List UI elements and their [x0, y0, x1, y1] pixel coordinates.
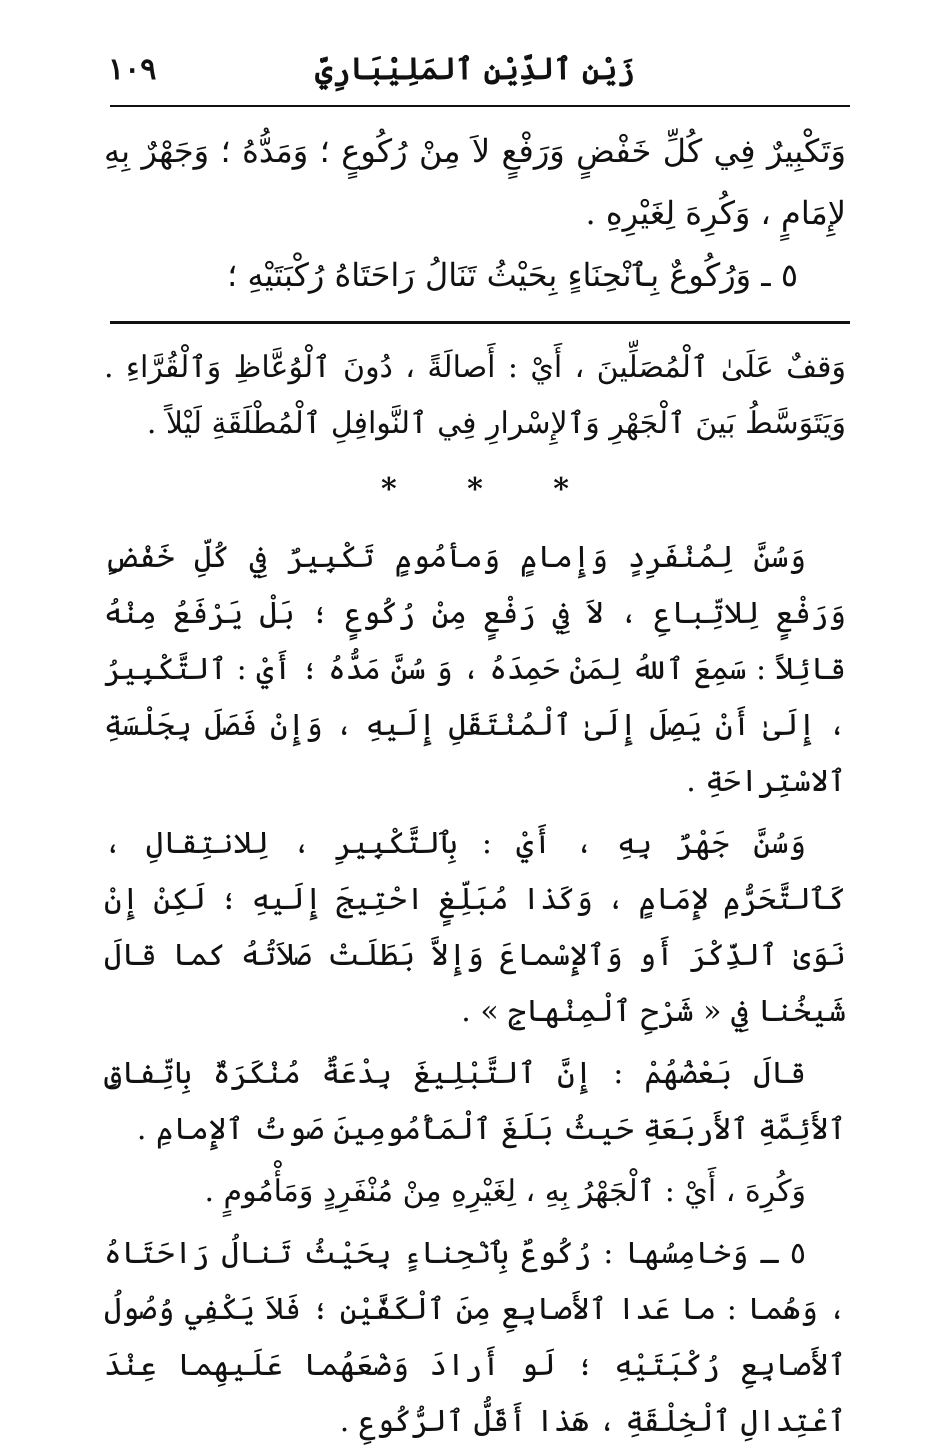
matn-text: [104, 120, 846, 306]
running-title: زَيْن ٱلدِّيْنِ ٱلمَلِيْبَارِيّ: [315, 52, 635, 87]
matn-line-1: وَتَكْبِيرٌ فِي كُلِّ خَفْضٍ وَرَفْعٍ لاَ مِنْ رُكُوعٍ ؛ وَمَدُّهُ ؛ وَجَهْرٌ بِهِ لإِمَامٍ ، وَكُرِهَ لِغَيْرِهِ .: [104, 132, 846, 232]
commentary-paragraph: وَسُنَّ جَهْرٌ بِهِ ، أَيْ : بِٱلتَّكْبِيرِ ، لِلانتِقالِ ، كَٱلتَّحَرُّمِ لإِمَامٍ ، وَكَذا مُبَلِّغٍ احْتِيجَ إِلَيهِ ؛ لَكِنْ إِنْ نَوَىٰ ٱلذِّكْرَ أَو وَٱلإِسْماعَ وَإِلاَّ بَطَلَتْ صَلاَتُهُ كما قالَ شَيخُنا فِي « شَرْحِ ٱلْمِنْهاجِ » .: [104, 826, 846, 1029]
section-separator-stars: * * *: [381, 472, 569, 507]
page-number: ١٠٩: [108, 52, 157, 87]
commentary-continuation: [104, 340, 846, 452]
commentary-paragraph: قالَ بَعْضُهُمْ : إِنَّ ٱلتَّبْلِيغَ بِدْعَةٌ مُنْكَرَةٌ بِاتِّفاقِ ٱلأَئِمَّةِ ٱلأَربَعَةِ حَيثُ بَلَغَ ٱلْمَأْمُومِينَ صَوتُ ٱلإِمامِ .: [104, 1056, 846, 1147]
commentary-paragraph: ٥ ـ وَخامِسُها : رُكُوعٌ بِٱنْحِناءٍ بِحَيْثُ تَنالُ رَاحَتَاهُ ، وَهُما : ما عَدا ٱلأَصابِعِ مِنَ ٱلْكَفَّيْنِ ؛ فَلاَ يَكْفِي وُصُولُ ٱلأَصابِعِ رُكْبَتَيْهِ ؛ لَو أَرادَ وَضْعَهُما عَلَيهِما عِنْدَ ٱعْتِدالِ ٱلْخِلْقَةِ ، هَذا أَقَلُّ ٱلرُّكُوعِ .: [104, 1236, 846, 1439]
commentary-text: [104, 530, 846, 1456]
commentary-top-paragraph: وَقفٌ عَلَىٰ ٱلْمُصَلِّينَ ، أَيْ : أَصالَةً ، دُونَ ٱلْوُعَّاظِ وَٱلْقُرَّاءِ . وَيَتَوَسَّطُ بَينَ ٱلْجَهْرِ وَٱلإِسْرارِ فِي ٱلنَّوافِلِ ٱلْمُطْلَقَةِ لَيْلاً .: [104, 350, 846, 441]
commentary-paragraph: وَكُرِهَ ، أَيْ : ٱلْجَهْرُ بِهِ ، لِغَيْرِهِ مِنْ مُنْفَرِدٍ وَمَأْمُومٍ .: [204, 1174, 806, 1209]
section-rule: [110, 321, 850, 324]
commentary-paragraph: وَسُنَّ لِمُنْفَرِدٍ وَإِمامٍ وَمأمُومٍ تَكْبِيرٌ فِي كُلِّ خَفْضٍ وَرَفْعٍ لِلاتِّباعِ ، لاَ فِي رَفْعٍ مِنْ رُكُوعٍ ؛ بَلْ يَرْفَعُ مِنْهُ قائِلاً : سَمِعَ ٱللهُ لِمَنْ حَمِدَهُ ، وَ سُنَّ مَدُّهُ ؛ أَيْ : ٱلتَّكْبِيرُ ، إِلَىٰ أَنْ يَصِلَ إِلَىٰ ٱلْمُنْتَقَلِ إِلَيهِ ، وَإِنْ فَصَلَ بِجَلْسَةِ ٱلاسْتِراحَةِ .: [104, 540, 846, 799]
page-header: [108, 52, 842, 92]
matn-line-2: ٥ ـ وَرُكُوعٌ بِٱنْحِنَاءٍ بِحَيْثُ تَنَالُ رَاحَتَاهُ رُكْبَتَيْهِ ؛: [227, 256, 798, 294]
header-rule: [110, 105, 850, 107]
